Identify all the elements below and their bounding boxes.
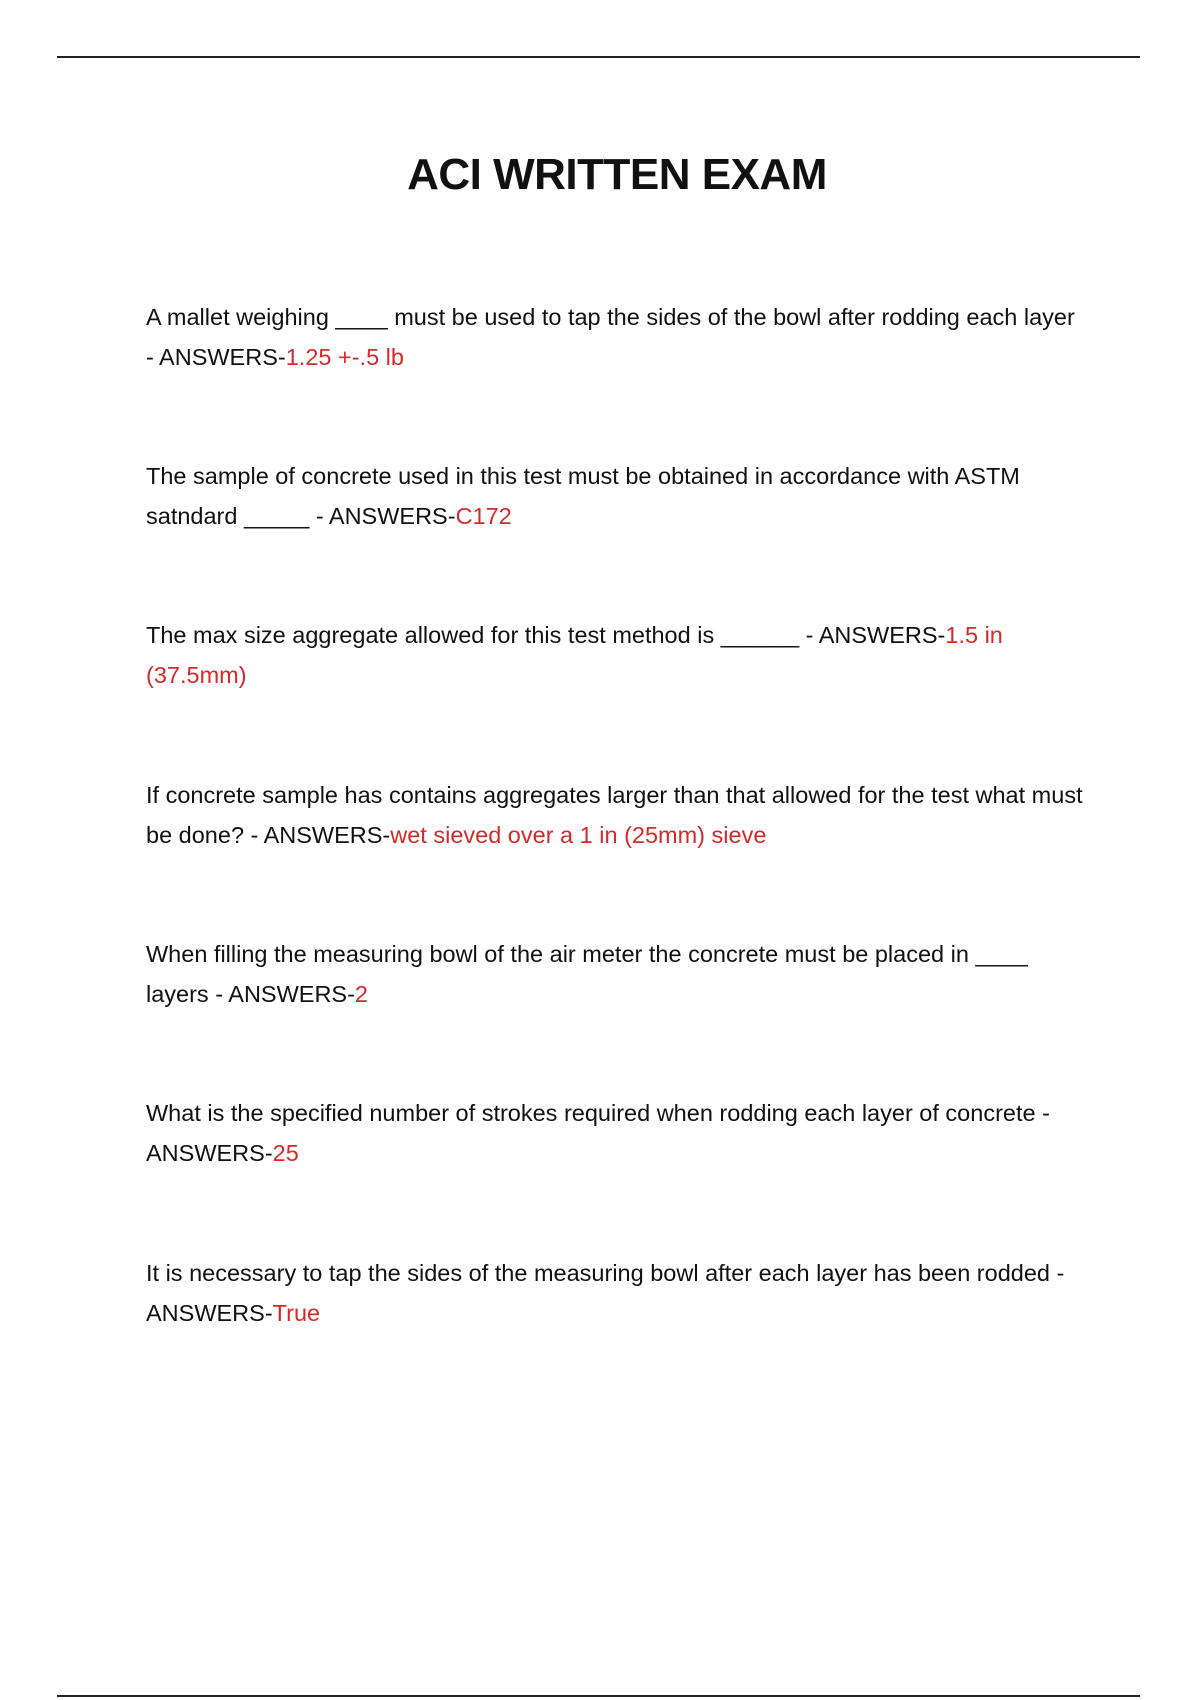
qa-item — [146, 1253, 1086, 1333]
top-rule — [57, 56, 1140, 58]
qa-item — [146, 297, 1086, 377]
question: It is necessary to tap the sides of the measuring bowl after each layer has been rodded - ANSWERS- — [146, 1260, 1065, 1326]
page-title: ACI WRITTEN EXAM — [407, 150, 827, 199]
qa-item — [146, 615, 1096, 695]
answer: 2 — [354, 981, 368, 1007]
answer: 1.25 +-.5 lb — [285, 344, 404, 370]
question: The max size aggregate allowed for this test method is ______ - ANSWERS- — [146, 622, 946, 648]
qa-item — [146, 775, 1086, 855]
qa-item — [146, 456, 1086, 536]
question: What is the specified number of strokes required when rodding each layer of concrete - ANSWERS- — [146, 1100, 1050, 1166]
answer: 25 — [272, 1140, 299, 1166]
answer: wet sieved over a 1 in (25mm) sieve — [390, 822, 767, 848]
bottom-rule — [57, 1695, 1140, 1697]
question: A mallet weighing ____ must be used to tap the sides of the bowl after rodding each layer - ANSWERS- — [146, 304, 1075, 370]
question: When filling the measuring bowl of the air meter the concrete must be placed in ____ layers - ANSWERS- — [146, 941, 1028, 1007]
qa-item — [146, 934, 1086, 1014]
answer: 1.5 in (37.5mm) — [146, 622, 1003, 688]
answer: True — [272, 1300, 321, 1326]
question: The sample of concrete used in this test must be obtained in accordance with ASTM satndard _____ - ANSWERS- — [146, 463, 1020, 529]
answer: C172 — [455, 503, 512, 529]
question: If concrete sample has contains aggregates larger than that allowed for the test what must be done? - ANSWERS- — [146, 782, 1083, 848]
qa-item — [146, 1093, 1086, 1173]
